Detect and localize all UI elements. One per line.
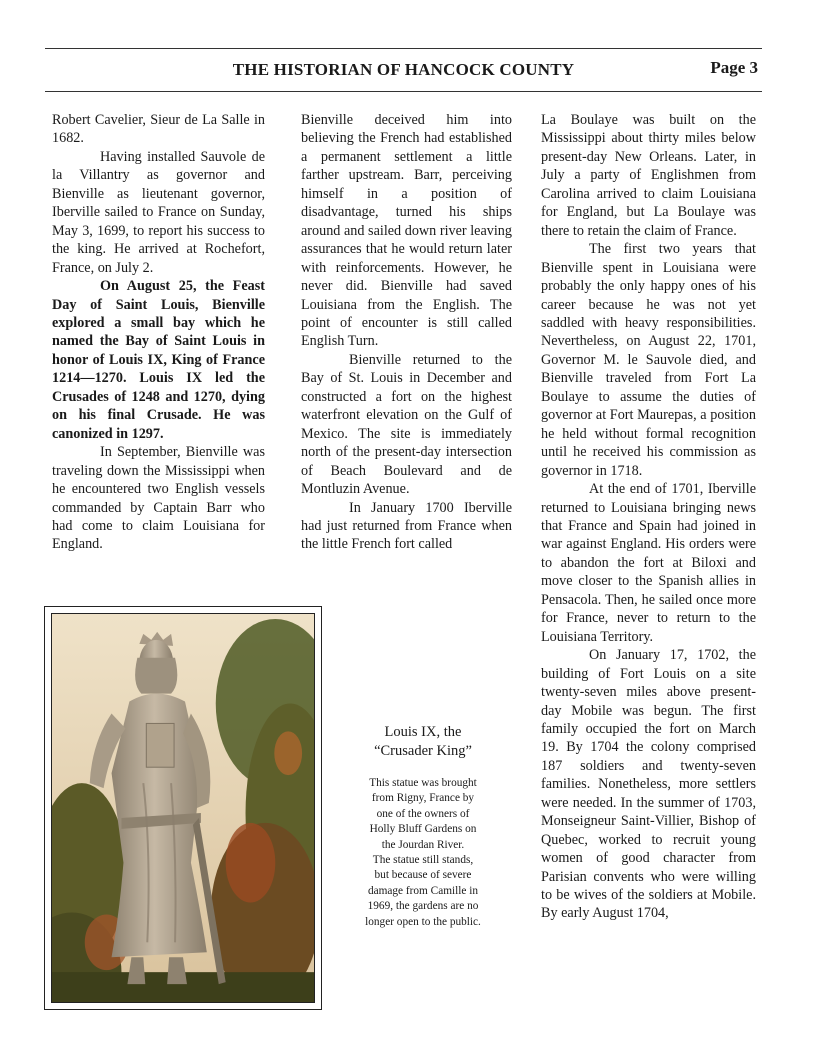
statue-photo-icon bbox=[52, 614, 314, 1002]
newsletter-title: THE HISTORIAN OF HANCOCK COUNTY bbox=[232, 60, 575, 79]
caption-line: one of the owners of bbox=[376, 807, 470, 820]
caption-line: 1969, the gardens are no bbox=[367, 900, 479, 913]
caption-line: The statue still stands, bbox=[372, 854, 474, 867]
article-column-3 bbox=[541, 111, 756, 923]
caption-line: Holly Bluff Gardens on bbox=[369, 823, 477, 836]
caption-line: but because of severe bbox=[374, 869, 472, 882]
caption-title-line: Louis IX, the bbox=[384, 724, 462, 740]
paragraph: Having installed Sauvole de la Villantry as governor and Bienville as lieutenant governor, Iberville sailed to France on Sunday, May 3, 1699, to report his success to the king. He arrived at Rochefort, France, on July 2. bbox=[52, 148, 265, 276]
paragraph: Robert Cavelier, Sieur de La Salle in 1682. bbox=[52, 112, 265, 147]
paragraph: On January 17, 1702, the building of Fort Louis on a site twenty-seven miles above present-day Mobile was begun. The first family occupied the fort on March 19. By 1704 the colony comprised 187 soldiers and twenty-seven families. Nonetheless, more settlers were needed. In the summer of 1703, Monseigneur Saint-Villier, Bishop of Quebec, worked to recruit young women of good character from Parisian convents who were willing to be wives of the soldiers at Mobile. By early August 1704, bbox=[541, 647, 756, 922]
paragraph: Bienville returned to the Bay of St. Louis in December and constructed a fort on the highest waterfront elevation on the Gulf of Mexico. The site is immediately north of the present-day intersection of Beach Boulevard and de Montluzin Avenue. bbox=[301, 351, 512, 498]
caption-line: from Rigny, France by bbox=[371, 792, 475, 805]
statue-photo bbox=[51, 613, 315, 1003]
caption-title-line: “Crusader King” bbox=[374, 743, 472, 759]
caption-line: damage from Camille in bbox=[367, 884, 479, 897]
paragraph: At the end of 1701, Iberville returned to Louisiana bringing news that France and Spain had joined in war against England. His orders were to abandon the fort at Biloxi and move closer to the Spanish allies in Pensacola. Then, he sailed once more for France, never to return to the Louisiana Territory. bbox=[541, 481, 756, 645]
paragraph: La Boulaye was built on the Mississippi about thirty miles below present-day New Orleans. Later, in July a party of Englishmen from Carolina arrived to claim Louisiana for England, but La Boulaye was there to retain the claim of France. bbox=[541, 112, 756, 239]
statue-photo-frame bbox=[44, 606, 322, 1010]
caption-line: longer open to the public. bbox=[365, 915, 481, 928]
caption-title bbox=[348, 723, 498, 761]
paragraph: In September, Bienville was traveling down the Mississippi when he encountered two English vessels commanded by Captain Barr who had come to claim Louisiana for England. bbox=[52, 444, 265, 553]
header-top-rule bbox=[45, 48, 762, 49]
paragraph: Bienville deceived him into believing the French had established a permanent settlement a little farther upstream. Barr, perceiving himself in a position of disadvantage, turned his ships around and sailed down river leaving assurances that he would return later with reinforcements. However, he never did. Bienville had saved Louisiana from the English. The point of encounter is still called English Turn. bbox=[301, 112, 512, 350]
paragraph: The first two years that Bienville spent in Louisiana were probably the only happy ones of his career because he was not yet saddled with heavy responsibilities. Nevertheless, on August 22, 1701, Governor M. le Sauvole died, and Bienville traveled from Fort La Boulaye to assume the duties of governor at Fort Maurepas, a position he held without formal recognition until he received his commission as governor in 1718. bbox=[541, 241, 756, 479]
paragraph: In January 1700 Iberville had just returned from France when the little French fort called bbox=[301, 499, 512, 553]
article-column-1 bbox=[52, 111, 265, 554]
caption-body bbox=[348, 776, 498, 930]
header-bottom-rule bbox=[45, 91, 762, 92]
masthead bbox=[45, 58, 762, 82]
article-column-2 bbox=[301, 111, 512, 554]
caption-line: the Jourdan River. bbox=[381, 838, 465, 851]
highlight-paragraph: On August 25, the Feast Day of Saint Louis, Bienville explored a small bay which he named the Bay of Saint Louis in honor of Louis IX, King of France 1214—1270. Louis IX led the Crusades of 1248 and 1270, dying on his final Crusade. He was canonized in 1297. bbox=[52, 278, 265, 442]
page-number: Page 3 bbox=[710, 58, 758, 77]
caption-line: This statue was brought bbox=[369, 777, 477, 789]
